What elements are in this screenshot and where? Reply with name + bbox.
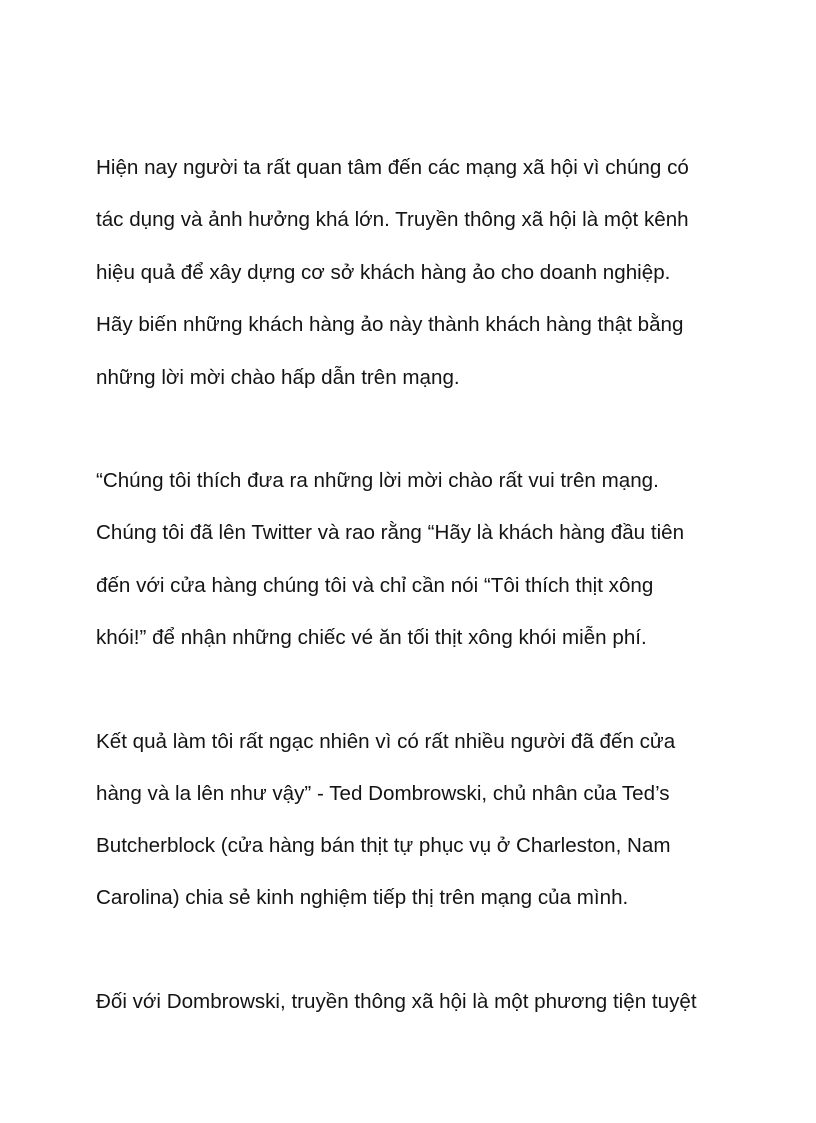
text-line: Kết quả làm tôi rất ngạc nhiên vì có rất nhiều người đã đến cửa [96, 730, 676, 753]
text-line: hàng và la lên như vậy” - Ted Dombrowski, chủ nhân của Ted’s [96, 782, 670, 805]
text-line: Chúng tôi đã lên Twitter và rao rằng “Hãy là khách hàng đầu tiên [96, 521, 685, 544]
text-line: Đối với Dombrowski, truyền thông xã hội là một phương tiện tuyệt [96, 990, 697, 1013]
text-line: khói!” để nhận những chiếc vé ăn tối thịt xông khói miễn phí. [96, 626, 647, 649]
text-line: hiệu quả để xây dựng cơ sở khách hàng ảo cho doanh nghiệp. [96, 261, 671, 284]
text-line: Hiện nay người ta rất quan tâm đến các mạng xã hội vì chúng có [96, 156, 689, 179]
text-line: Butcherblock (cửa hàng bán thịt tự phục vụ ở Charleston, Nam [96, 834, 671, 857]
text-line: “Chúng tôi thích đưa ra những lời mời chào rất vui trên mạng. [96, 469, 659, 492]
text-line: những lời mời chào hấp dẫn trên mạng. [96, 366, 460, 389]
text-line: Hãy biến những khách hàng ảo này thành khách hàng thật bằng [96, 313, 684, 336]
text-line: tác dụng và ảnh hưởng khá lớn. Truyền thông xã hội là một kênh [96, 208, 689, 231]
text-line: Carolina) chia sẻ kinh nghiệm tiếp thị trên mạng của mình. [96, 886, 629, 909]
text-line: đến với cửa hàng chúng tôi và chỉ cần nói “Tôi thích thịt xông [96, 574, 654, 597]
